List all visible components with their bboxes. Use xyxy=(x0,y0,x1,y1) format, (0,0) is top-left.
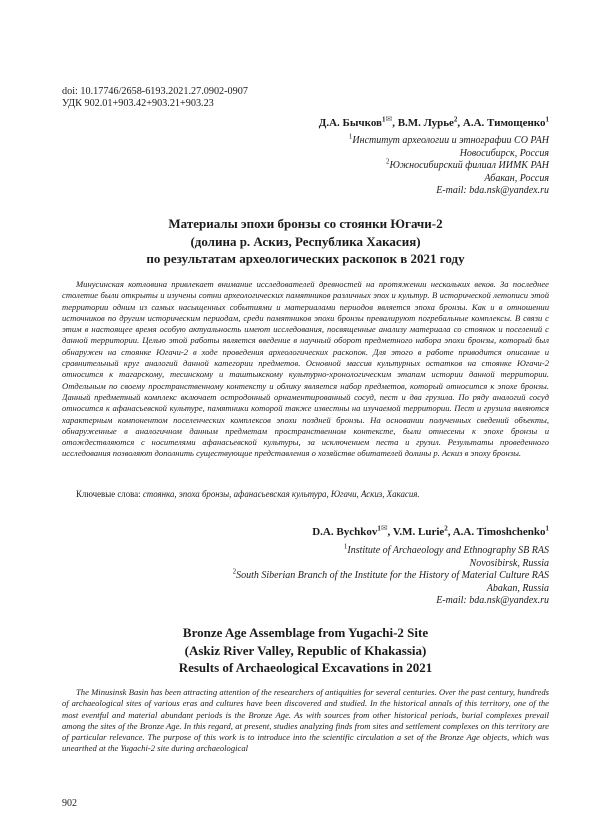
article-meta xyxy=(62,86,248,110)
udc-code: УДК 902.01+903.42+903.21+903.23 xyxy=(62,98,214,109)
affiliations-en xyxy=(232,542,549,608)
email[interactable]: E-mail: bda.nsk@yandex.ru xyxy=(436,595,549,606)
author: Д.А. Бычков$^{1✉}$, xyxy=(318,114,398,129)
affiliation-line: $^2$South Siberian Branch of the Institute for the History of Material Culture RAS xyxy=(232,567,549,581)
doi[interactable]: doi: 10.17746/2658-6193.2021.27.0902-0907 xyxy=(62,86,248,97)
authors-ru xyxy=(318,114,549,129)
author: А.А. Тимощенко$^1$ xyxy=(462,115,549,129)
abstract-en: The Minusinsk Basin has been attracting attention of the researchers of antiquities for several centuries. Over the past century, hundreds of archaeological sites of various eras and cultures have been discovered and studied. In the historical annals of this territory, one of the most eventful and material abundant periods is the Bronze Age. As with sources from other historical periods, burial complexes prevail among the sites of the Bronze Age. In this regard, at present, studies analyzing finds from sites and settlement complexes on this territory are of particular relevance. The purpose of this work is to introduce into the scientific circulation a set of the Bronze Age objects, which was unearthed at the Yugachi-2 site during archaeological xyxy=(62,687,549,754)
author: D.A. Bychkov$^{1✉}$, xyxy=(312,523,393,538)
email[interactable]: E-mail: bda.nsk@yandex.ru xyxy=(436,185,549,196)
article-title-ru: Материалы эпохи бронзы со стоянки Югачи-2 (долина р. Аскиз, Республика Хакасия) по результатам археологических раскопок в 2021 году xyxy=(146,216,465,266)
article-title-en: Bronze Age Assemblage from Yugachi-2 Site (Askiz River Valley, Republic of Khakassia) Results of Archaeological Excavations in 2021 xyxy=(178,625,433,675)
mail-icon[interactable]: ✉ xyxy=(385,114,393,124)
author: В.М. Лурье$^2$, xyxy=(397,115,463,129)
affiliation-line: Abakan, Russia xyxy=(486,582,549,594)
authors-en xyxy=(312,523,549,538)
page-number: 902 xyxy=(62,798,77,809)
keywords-label: Ключевые слова: xyxy=(76,489,141,499)
affiliation-line: $^1$Институт археологии и этнографии СО РАН xyxy=(348,132,549,146)
affiliations-ru xyxy=(348,132,549,198)
affiliation-line: $^2$Южносибирский филиал ИИМК РАН xyxy=(385,157,549,171)
affiliation-line: $^1$Institute of Archaeology and Ethnography SB RAS xyxy=(343,542,549,556)
affiliation-line: Абакан, Россия xyxy=(484,172,549,184)
keywords-ru xyxy=(62,489,549,500)
keywords-values: стоянка, эпоха бронзы, афанасьевская культура, Югачи, Аскиз, Хакасия. xyxy=(142,489,420,499)
affiliation-line: Новосибирск, Россия xyxy=(459,147,549,159)
author: A.A. Timoshchenko$^1$ xyxy=(452,524,549,538)
abstract-ru: Минусинская котловина привлекает внимание исследователей древностей на протяжении нескольких веков. За последнее столетие были открыты и изучены сотни археологических памятников различных эпох и культур. В исторической летописи этой территории одним из самых насыщенных событиями и материалами периодов является эпоха бронзы. Как и в отношении источников по другим историческим периодам, среди памятников эпохи бронзы превалируют погребальные комплексы. В связи с этим в настоящее время особую актуальность имеют исследования, посвященные анализу материала со стоянок и поселений с данной территории. Целью этой работы является введение в научный оборот предметного набора эпохи бронзы, который был обнаружен на стоянке Югачи-2 в ходе проведения археологических раскопок. Для этого в работе приводится описание и сравнительный круг аналогий данной категории предметов. Основной массив культурных остатков на стоянке Югачи-2 относится к тагарскому, тесинскому и таштыкскому культурно-хронологическим этапам истории данной территории. Отдельным по своему пространственному контексту и облику является набор предметов, который относится к эпохе бронзы. Данный предметный комплекс включает остродонный орнаментированный сосуд, пест и два грузила. По ряду аналогий сосуд относится к афанасьевской культуре, памятники которой также известны на изучаемой территории. Пест и грузила являются характерным компонентом поселенческих комплексов эпохи поздней бронзы. На основании полученных сведений объекты, обнаруженные в аналогичном данным предметам пространственном контексте, были отнесены к эпохе бронзы и отождествляются с носителями афанасьевской культуры, за исключением песта и грузил. Результаты проведенного исследования позволяют дополнить существующие представления о хозяйстве обитателей долины р. Аскиз в эпоху бронзы. xyxy=(62,279,549,459)
mail-icon[interactable]: ✉ xyxy=(380,523,388,533)
author: V.M. Lurie$^2$, xyxy=(392,524,453,538)
affiliation-line: Novosibirsk, Russia xyxy=(469,557,549,569)
